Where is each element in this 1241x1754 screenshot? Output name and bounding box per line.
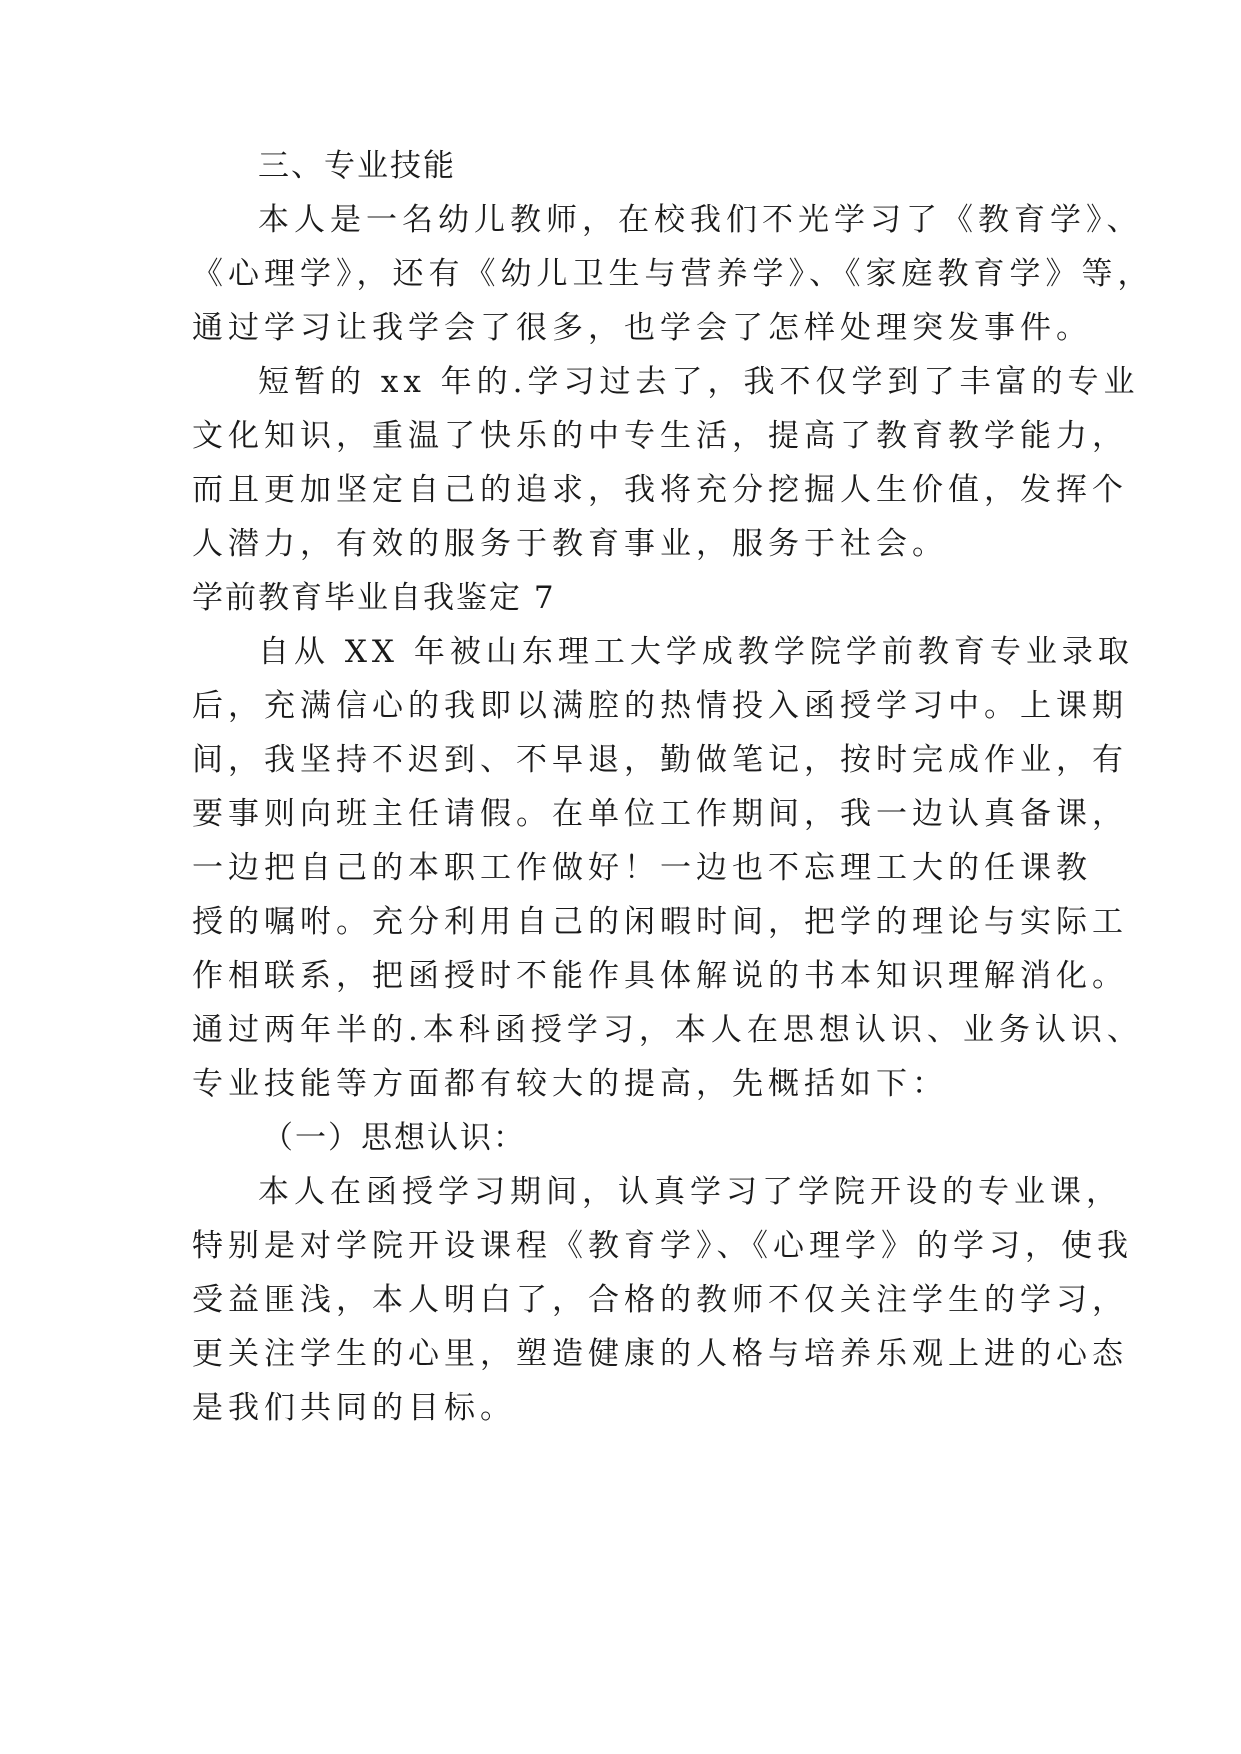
paragraph-line: 特别是对学院开设课程《教育学》、《心理学》的学习，使我 bbox=[192, 1228, 1133, 1264]
paragraph-line: 本人是一名幼儿教师，在校我们不光学习了《教育学》、 bbox=[258, 202, 1143, 238]
paragraph-line: 自从 XX 年被山东理工大学成教学院学前教育专业录取 bbox=[258, 634, 1134, 670]
section-heading: 三、专业技能 bbox=[258, 148, 456, 184]
paragraph-line: 专业技能等方面都有较大的提高，先概括如下： bbox=[192, 1066, 948, 1102]
paragraph-line: 更关注学生的心里，塑造健康的人格与培养乐观上进的心态 bbox=[192, 1336, 1128, 1372]
paragraph-line: 文化知识，重温了快乐的中专生活，提高了教育教学能力， bbox=[192, 418, 1128, 454]
paragraph-line: 短暂的 xx 年的.学习过去了，我不仅学到了丰富的专业 bbox=[258, 364, 1140, 400]
paragraph-line: 间，我坚持不迟到、不早退，勤做笔记，按时完成作业，有 bbox=[192, 742, 1128, 778]
paragraph-line: 而且更加坚定自己的追求，我将充分挖掘人生价值，发挥个 bbox=[192, 472, 1128, 508]
paragraph-line: 要事则向班主任请假。在单位工作期间，我一边认真备课， bbox=[192, 796, 1128, 832]
subsection-heading: （一）思想认识： bbox=[262, 1120, 526, 1156]
paragraph-line: 授的嘱咐。充分利用自己的闲暇时间，把学的理论与实际工 bbox=[192, 904, 1128, 940]
paragraph-line: 后，充满信心的我即以满腔的热情投入函授学习中。上课期 bbox=[192, 688, 1128, 724]
article-title: 学前教育毕业自我鉴定 7 bbox=[192, 580, 556, 616]
paragraph-line: 通过学习让我学会了很多，也学会了怎样处理突发事件。 bbox=[192, 310, 1092, 346]
paragraph-line: 通过两年半的.本科函授学习，本人在思想认识、业务认识、 bbox=[192, 1012, 1143, 1048]
paragraph-line: 是我们共同的目标。 bbox=[192, 1390, 516, 1426]
paragraph-line: 作相联系，把函授时不能作具体解说的书本知识理解消化。 bbox=[192, 958, 1128, 994]
paragraph-line: 人潜力，有效的服务于教育事业，服务于社会。 bbox=[192, 526, 948, 562]
paragraph-line: 受益匪浅，本人明白了，合格的教师不仅关注学生的学习， bbox=[192, 1282, 1128, 1318]
paragraph-line: 本人在函授学习期间，认真学习了学院开设的专业课， bbox=[258, 1174, 1122, 1210]
paragraph-line: 《心理学》，还有《幼儿卫生与营养学》、《家庭教育学》等， bbox=[192, 256, 1154, 292]
paragraph-line: 一边把自己的本职工作做好！一边也不忘理工大的任课教 bbox=[192, 850, 1092, 886]
